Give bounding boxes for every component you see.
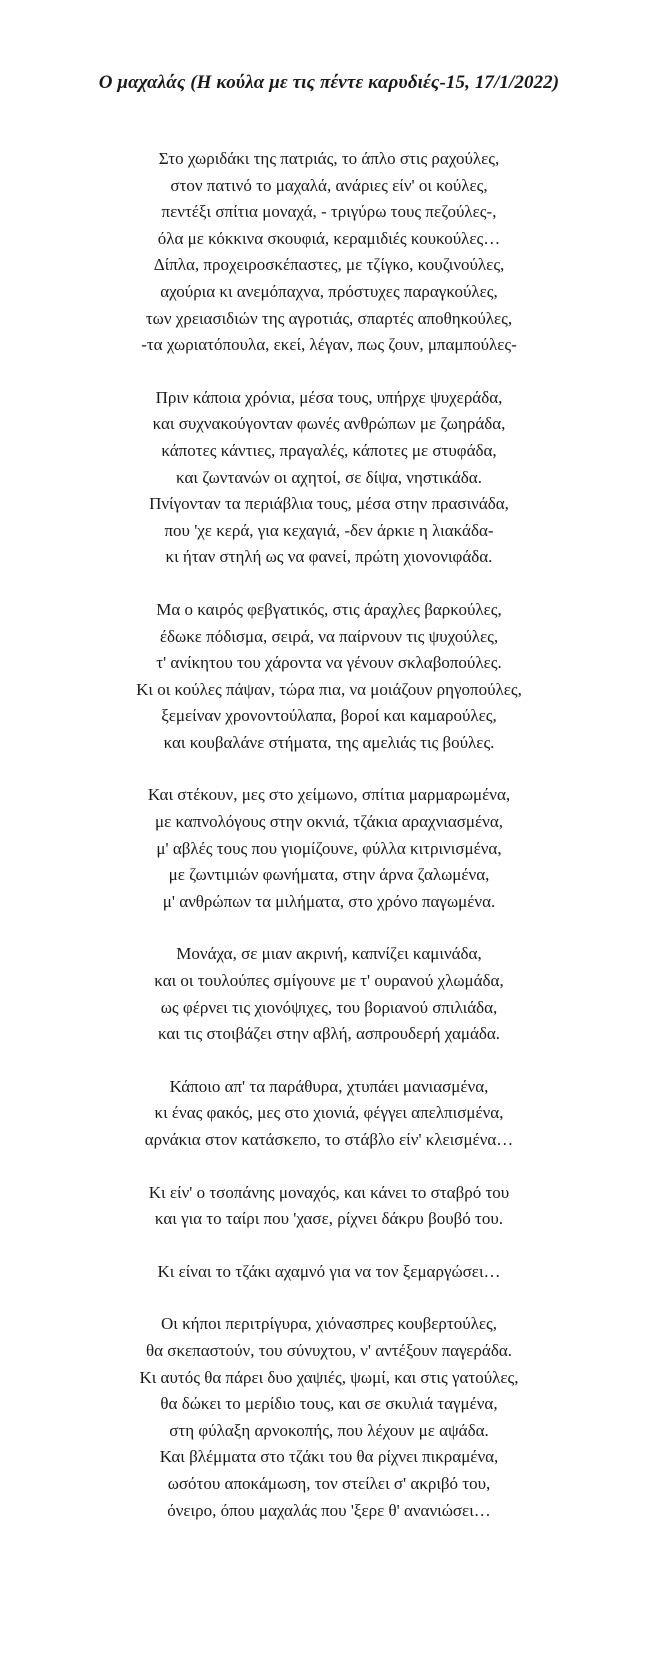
stanza (0, 941, 658, 1047)
poem-line: αρνάκια στον κατάσκεπο, το στάβλο είν' κλεισμένα… (144, 1130, 514, 1149)
poem-line: που 'χε κερά, για κεχαγιά, -δεν άρκιε η λιακάδα- (164, 520, 494, 540)
stanza (0, 782, 658, 915)
poem-body (0, 146, 658, 1524)
poem-line: Κι είν' ο τσοπάνης μοναχός, και κάνει το σταβρό του (148, 1182, 510, 1202)
poem-line: Πνίγονταν τα περιάβλια τους, μέσα στην πρασινάδα, (149, 494, 509, 514)
poem-line: ως φέρνει τις χιονόψιχες, του βοριανού σπιλιάδα, (160, 997, 498, 1017)
poem-line: -τα χωριατόπουλα, εκεί, λέγαν, πως ζουν, μπαμπούλες- (141, 335, 517, 355)
stanza (0, 597, 658, 757)
poem-line: με καπνολόγους στην οκνιά, τζάκια αραχνιασμένα, (154, 812, 504, 832)
poem-line: Κι είναι το τζάκι αχαμνό για να τον ξεμαργώσει… (157, 1261, 501, 1281)
poem-line: Μα ο καιρός φεβγατικός, στις άραχλες βαρκούλες, (156, 599, 502, 619)
stanza (0, 1311, 658, 1524)
poem-line: και οι τουλούπες σμίγουνε με τ' ουρανού χλωμάδα, (154, 971, 504, 991)
poem-line: όνειρο, όπου μαχαλάς που 'ξερε θ' ανανιώσει… (167, 1500, 491, 1520)
poem-line: όλα με κόκκινα σκουφιά, κεραμιδιές κουκούλες… (157, 228, 501, 248)
stanza (0, 1259, 658, 1286)
poem-line: τ' ανίκητου του χάροντα να γένουν σκλαβοπούλες. (156, 653, 502, 673)
poem-line: έδωκε πόδισμα, σειρά, να παίρνουν τις ψυχούλες, (159, 626, 499, 646)
poem-line: των χρειασιδιών της αγροτιάς, σπαρτές αποθηκούλες, (145, 308, 513, 328)
poem-line: ωσότου αποκάμωση, τον στείλει σ' ακριβό του, (167, 1473, 491, 1493)
poem-line: Οι κήποι περιτρίγυρα, χιόνασπρες κουβερτούλες, (160, 1314, 497, 1334)
poem-line: θα σκεπαστούν, του σύνυχτου, ν' αντέξουν παγεράδα. (145, 1340, 512, 1360)
poem-line: και ζωντανών οι αχητοί, σε δίψα, νηστικάδα. (176, 467, 482, 487)
poem-line: Και στέκουν, μες στο χείμωνο, σπίτια μαρμαρωμένα, (147, 785, 511, 805)
poem-line: αχούρια κι ανεμόπαχνα, πρόστυχες παραγκούλες, (160, 281, 498, 301)
poem-line: Στο χωριδάκι της πατριάς, το άπλο στις ραχούλες, (158, 149, 500, 168)
poem-line: στη φύλαξη αρνοκοπής, που λέχουν με αψάδα. (169, 1420, 489, 1440)
poem-line: Κι οι κούλες πάψαν, τώρα πια, να μοιάζουν ρηγοπούλες, (136, 679, 522, 699)
stanza (0, 1074, 658, 1154)
poem-line: ξεμείναν χρονοντούλαπα, βοροί και καμαρούλες, (161, 706, 497, 726)
poem-line: και τις στοιβάζει στην αβλή, ασπρουδερή χαμάδα. (157, 1024, 501, 1044)
poem-line: στον πατινό το μαχαλά, ανάριες είν' οι κούλες, (170, 175, 488, 195)
poem-line: και για το ταίρι που 'χασε, ρίχνει δάκρυ βουβό του. (154, 1209, 504, 1229)
poem-line: μ' ανθρώπων τα μιλήματα, στο χρόνο παγωμένα. (162, 891, 496, 911)
poem-line: και συχνακούγονταν φωνές ανθρώπων με ζωηράδα, (152, 414, 506, 434)
poem-line: κι ένας φακός, μες στο χιονιά, φέγγει απελπισμένα, (154, 1103, 504, 1123)
poem-line: Κάποιο απ' τα παράθυρα, χτυπάει μανιασμένα, (169, 1076, 489, 1096)
stanza (0, 385, 658, 571)
poem-line: θα δώκει το μερίδιο τους, και σε σκυλιά ταγμένα, (160, 1394, 498, 1414)
poem-line: Μονάχα, σε μιαν ακρινή, καπνίζει καμινάδα, (176, 944, 482, 964)
poem-line: με ζωντιμιών φωνήματα, στην άρνα ζαλωμένα, (168, 865, 490, 885)
poem-line: κάποτες κάντιες, πραγαλές, κάποτες με στυφάδα, (161, 440, 497, 460)
poem-line: Δίπλα, προχειροσκέπαστες, με τζίγκο, κουζινούλες, (153, 255, 505, 275)
stanza (0, 146, 658, 359)
poem-line: μ' αβλές τους που γιομίζουνε, φύλλα κιτρινισμένα, (156, 838, 502, 858)
poem-line: Κι αυτός θα πάρει δυο χαψιές, ψωμί, και στις γατούλες, (139, 1367, 519, 1387)
poem-line: και κουβαλάνε στήματα, της αμελιάς τις βούλες. (163, 732, 495, 752)
poem-line: κι ήταν στηλή ως να φανεί, πρώτη χιονονιφάδα. (165, 547, 493, 567)
poem-line: πεντέξι σπίτια μοναχά, - τριγύρω τους πεζούλες-, (161, 202, 497, 222)
stanza (0, 1180, 658, 1233)
poem-line: Πριν κάποια χρόνια, μέσα τους, υπήρχε ψυχεράδα, (155, 387, 503, 407)
poem-line: Και βλέμματα στο τζάκι του θα ρίχνει πικραμένα, (159, 1447, 499, 1467)
poem-title: Ο μαχαλάς (Η κούλα με τις πέντε καρυδιές-15, 17/1/2022) (98, 72, 560, 93)
